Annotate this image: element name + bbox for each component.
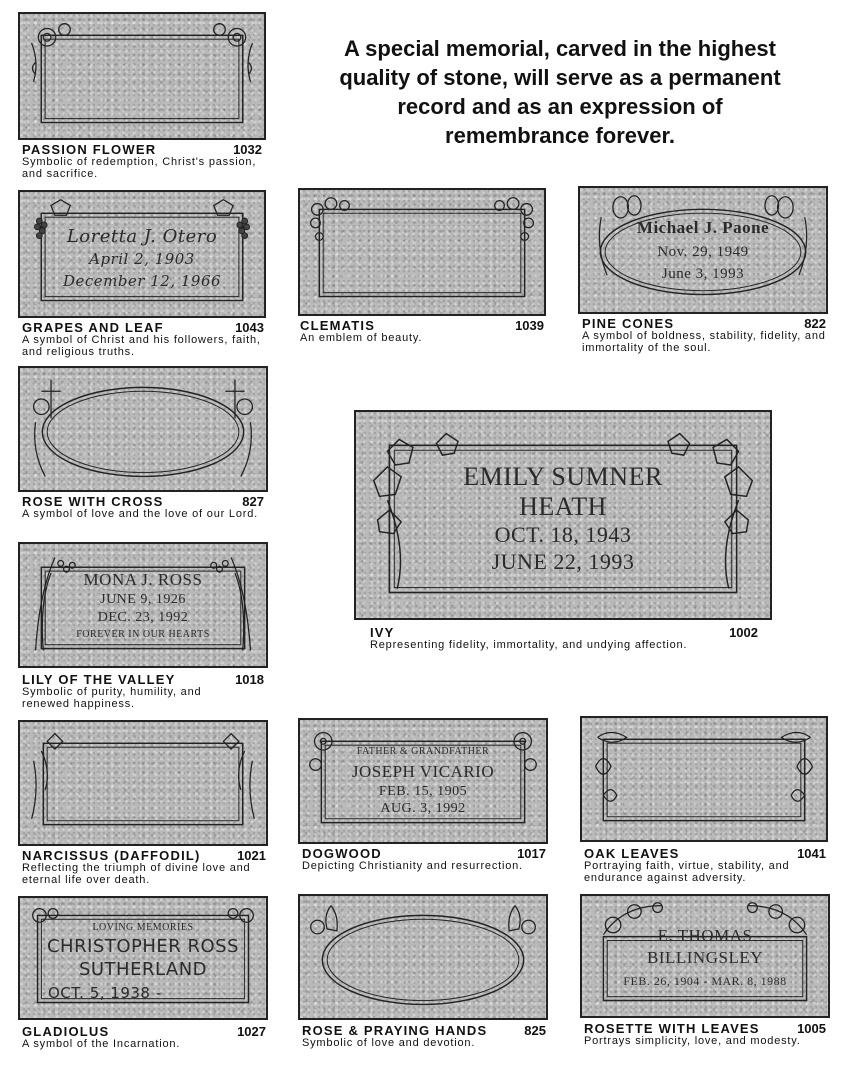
inscription-line: DEC. 23, 1992 [97,610,189,625]
praying-hands-border [300,896,546,1018]
inscription-line: HEATH [519,492,607,521]
design-number: 1032 [233,142,262,157]
design-description: A symbol of Christ and his followers, faith, and religious truths. [22,334,261,358]
design-description: Symbolic of redemption, Christ's passion, and sacrifice. [22,156,257,180]
inscription-line: Loretta J. Otero [66,226,218,247]
design-number: 1043 [235,320,264,335]
design-description: A symbol of love and the love of our Lord. [22,508,258,520]
inscription-line: April 2, 1903 [89,250,195,268]
marker-oak-leaves [580,716,828,842]
design-number: 827 [242,494,264,509]
inscription-line: MONA J. ROSS [83,570,203,589]
inscription-line: December 12, 1966 [62,272,222,290]
marker-gladiolus [18,896,268,1020]
design-number: 822 [804,316,826,331]
caption-oak-leaves [584,846,826,886]
design-name: DOGWOOD [302,846,382,861]
design-description: Representing fidelity, immortality, and undying affection. [370,639,688,651]
oak-leaves-border [582,718,826,840]
design-number: 1005 [797,1021,826,1036]
design-description: Reflecting the triumph of divine love and eternal life over death. [22,862,251,886]
design-name: GRAPES AND LEAF [22,320,164,335]
caption-rose-praying-hands [302,1023,546,1053]
inscription-line: June 3, 1993 [661,266,745,282]
design-number: 1041 [797,846,826,861]
design-description: Portrays simplicity, love, and modesty. [584,1035,801,1047]
design-number: 1018 [235,672,264,687]
design-name: LILY OF THE VALLEY [22,672,176,687]
marker-pine-cones [578,186,828,314]
inscription-line: CHRISTOPHER ROSS [46,936,240,957]
caption-grapes-and-leaf [22,320,264,360]
design-description: A symbol of the Incarnation. [22,1038,181,1050]
caption-ivy [370,625,758,655]
design-number: 1027 [237,1024,266,1039]
inscription-line: Nov. 29, 1949 [657,244,749,260]
design-name: CLEMATIS [300,318,376,333]
inscription-line: BILLINGSLEY [647,948,763,967]
design-name: OAK LEAVES [584,846,680,861]
design-name: PINE CONES [582,316,675,331]
design-number: 1017 [517,846,546,861]
design-name: ROSE WITH CROSS [22,494,164,509]
caption-pine-cones [582,316,826,356]
inscription-line: SUTHERLAND [78,959,208,980]
design-name: ROSETTE WITH LEAVES [584,1021,760,1036]
headline: A special memorial, carved in the highest quality of stone, will serve as a permanent record and as an expression of remembrance forever. [339,36,781,148]
marker-rose-praying-hands [298,894,548,1020]
marker-narcissus [18,720,268,846]
inscription-line: OCT. 18, 1943 [494,522,632,547]
marker-rosette-with-leaves [580,894,830,1018]
inscription-line: E. THOMAS [657,926,753,945]
design-description: An emblem of beauty. [300,332,423,344]
marker-grapes-and-leaf [18,190,266,318]
design-description: Symbolic of love and devotion. [302,1037,476,1049]
design-name: IVY [370,625,395,640]
marker-dogwood [298,718,548,844]
marker-passion-flower [18,12,266,140]
design-number: 1002 [729,625,758,640]
caption-dogwood [302,846,546,876]
design-description: Depicting Christianity and resurrection. [302,860,523,872]
caption-passion-flower [22,142,262,182]
inscription-line: FEB. 26, 1904 - MAR. 8, 1988 [623,974,787,988]
design-description: Portraying faith, virtue, stability, and endurance against adversity. [584,860,790,884]
inscription-line: FEB. 15, 1905 [378,784,468,799]
inscription-line: OCT. 5, 1938 - [48,984,162,1002]
marker-lily-of-the-valley [18,542,268,668]
clematis-border [300,190,544,314]
design-number: 825 [524,1023,546,1038]
inscription-line: EMILY SUMNER [463,462,663,491]
passion-flower-border [20,14,264,138]
design-name: ROSE & PRAYING HANDS [302,1023,488,1038]
design-description: A symbol of boldness, stability, fidelity, and immortality of the soul. [582,330,826,354]
caption-clematis [300,318,544,348]
inscription-line: FATHER & GRANDFATHER [356,746,490,757]
inscription-line: FOREVER IN OUR HEARTS [76,629,210,640]
inscription-line: JUNE 9, 1926 [100,592,186,607]
inscription-line: JUNE 22, 1993 [491,549,635,574]
caption-narcissus [22,848,266,888]
design-name: GLADIOLUS [22,1024,110,1039]
caption-gladiolus [22,1024,266,1054]
marker-clematis [298,188,546,316]
inscription-line: LOVING MEMORIES [92,922,194,933]
inscription-line: AUG. 3, 1992 [380,801,466,816]
design-number: 1021 [237,848,266,863]
rose-cross-border [20,368,266,490]
marker-ivy [354,410,772,620]
inscription-line: JOSEPH VICARIO [351,762,495,781]
marker-rose-with-cross [18,366,268,492]
design-name: NARCISSUS (DAFFODIL) [22,848,201,863]
caption-rosette-with-leaves [584,1021,826,1051]
design-name: PASSION FLOWER [22,142,157,157]
design-description: Symbolic of purity, humility, and renewed happiness. [22,686,202,710]
caption-rose-with-cross [22,494,264,534]
caption-lily-of-the-valley [22,672,264,712]
narcissus-border [20,722,266,844]
inscription-line: Michael J. Paone [636,218,770,237]
design-number: 1039 [515,318,544,333]
